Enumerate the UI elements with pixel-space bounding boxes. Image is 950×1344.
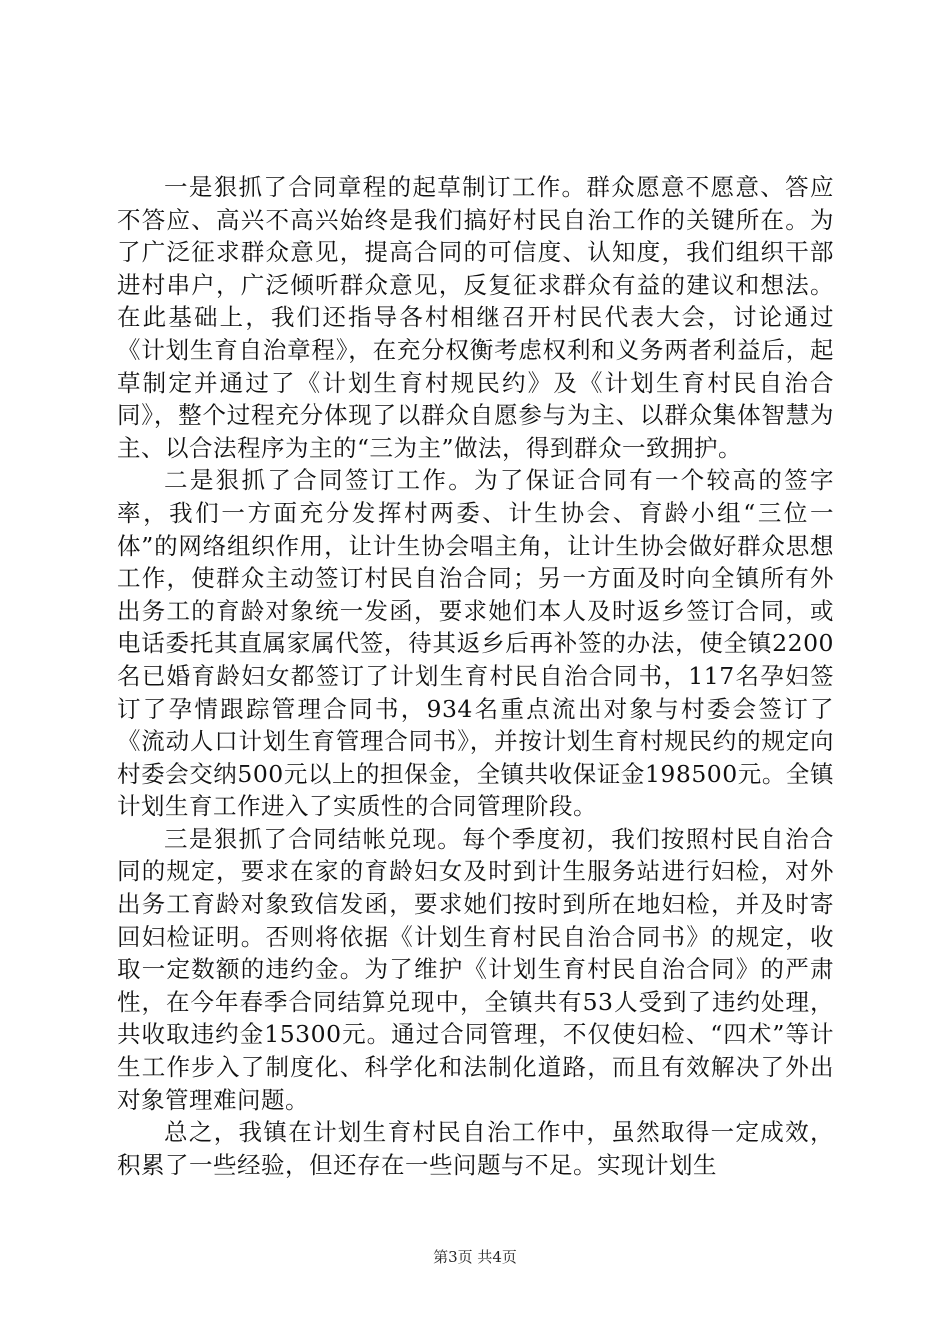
paragraph-contract-signing: 二是狠抓了合同签订工作。为了保证合同有一个较高的签字率，我们一方面充分发挥村两委、计生协会、育龄小组“三位一体”的网络组织作用，让计生协会唱主角，让计生协会做好群众思想工作，使群众主动签订村民自治合同；另一方面及时向全镇所有外出务工的育龄对象统一发函，要求她们本人及时返乡签订合同，或电话委托其直属家属代签，待其返乡后再补签的办法，使全镇2200名已婚育龄妇女都签订了计划生育村民自治合同书，117名孕妇签订了孕情跟踪管理合同书，934名重点流出对象与村委会签订了《流动人口计划生育管理合同书》，并按计划生育村规民约的规定向村委会交纳500元以上的担保金，全镇共收保证金198500元。全镇计划生育工作进入了实质性的合同管理阶段。 <box>117 466 834 821</box>
paragraph-contract-drafting: 一是狠抓了合同章程的起草制订工作。群众愿意不愿意、答应不答应、高兴不高兴始终是我们搞好村民自治工作的关键所在。为了广泛征求群众意见，提高合同的可信度、认知度，我们组织干部进村串户，广泛倾听群众意见，反复征求群众有益的建议和想法。在此基础上，我们还指导各村相继召开村民代表大会，讨论通过《计划生育自治章程》，在充分权衡考虑权利和义务两者利益后，起草制定并通过了《计划生育村规民约》及《计划生育村民自治合同》，整个过程充分体现了以群众自愿参与为主、以群众集体智慧为主、以合法程序为主的“三为主”做法，得到群众一致拥护。 <box>117 173 834 462</box>
document-body <box>117 171 834 1181</box>
paragraph-contract-settlement: 三是狠抓了合同结帐兑现。每个季度初，我们按照村民自治合同的规定，要求在家的育龄妇女及时到计生服务站进行妇检，对外出务工育龄对象致信发函，要求她们按时到所在地妇检，并及时寄回妇检证明。否则将依据《计划生育村民自治合同书》的规定，收取一定数额的违约金。为了维护《计划生育村民自治合同》的严肃性，在今年春季合同结算兑现中，全镇共有53人受到了违约处理，共收取违约金15300元。通过合同管理，不仅使妇检、“四术”等计生工作步入了制度化、科学化和法制化道路，而且有效解决了外出对象管理难问题。 <box>117 824 834 1114</box>
paragraph-summary: 总之，我镇在计划生育村民自治工作中，虽然取得一定成效，积累了一些经验，但还存在一些问题与不足。实现计划生 <box>117 1118 834 1179</box>
page-number-footer: 第3页 共4页 <box>433 1248 517 1266</box>
